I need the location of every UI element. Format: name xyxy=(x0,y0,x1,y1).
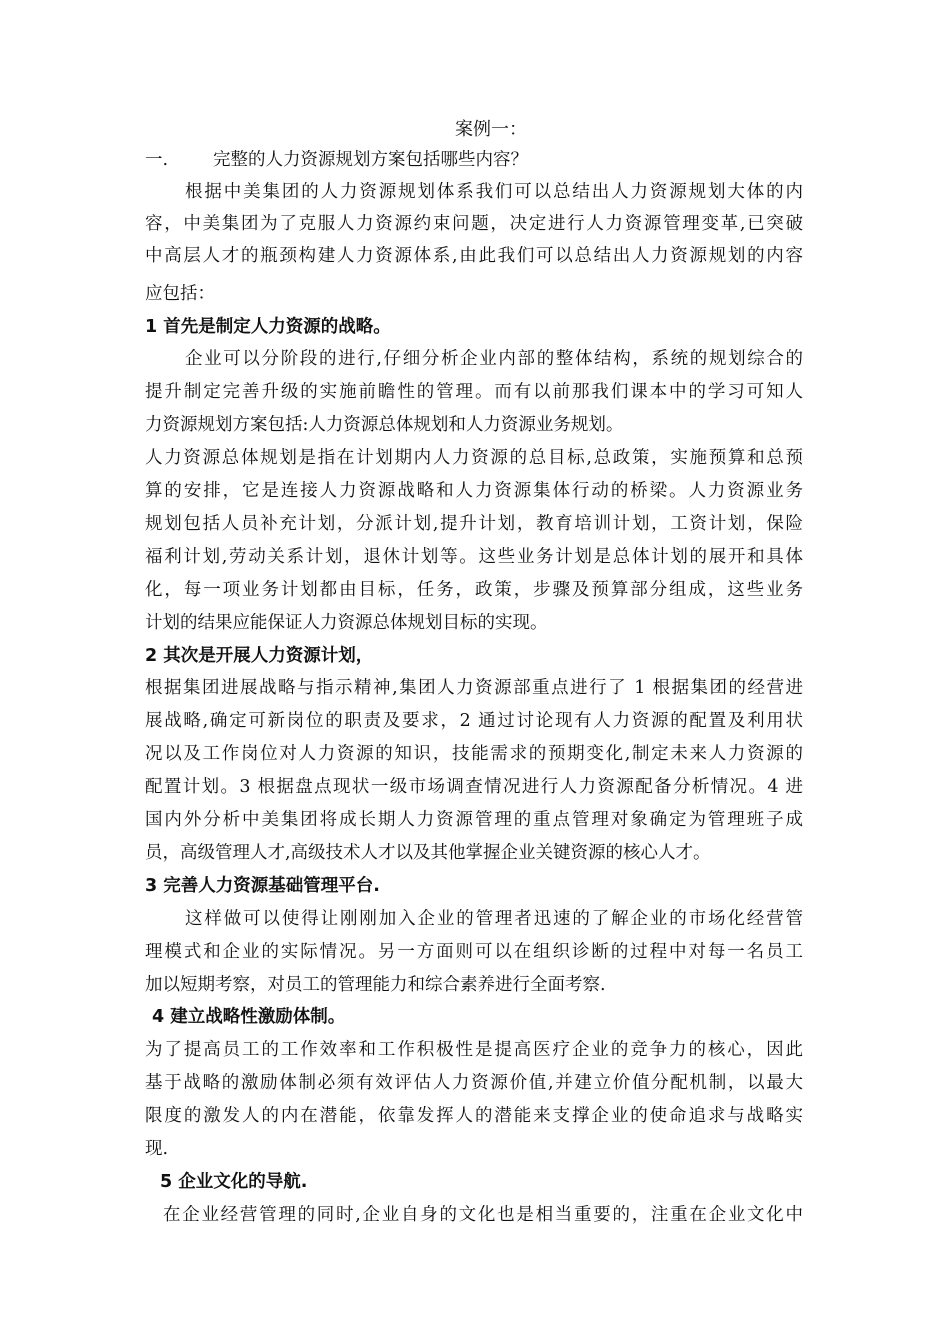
paragraph-line: 况以及工作岗位对人力资源的知识，技能需求的预期变化,制定未来人力资源的 xyxy=(145,744,803,764)
paragraph-line: 中高层人才的瓶颈构建人力资源体系,由此我们可以总结出人力资源规划的内容 xyxy=(145,246,803,266)
paragraph-line: 企业可以分阶段的进行,仔细分析企业内部的整体结构，系统的规划综合的 xyxy=(185,349,803,369)
paragraph-line: 展战略,确定可新岗位的职责及要求，2 通过讨论现有人力资源的配置及利用状 xyxy=(145,711,803,731)
paragraph-line: 国内外分析中美集团将成长期人力资源管理的重点管理对象确定为管理班子成 xyxy=(145,810,803,830)
section-heading: 1 首先是制定人力资源的战略。 xyxy=(145,317,391,337)
question-number: 一. xyxy=(145,150,169,170)
section-heading: 4 建立战略性激励体制。 xyxy=(152,1007,346,1027)
page-title: 案例一： xyxy=(455,119,527,140)
paragraph-line: 配置计划。3 根据盘点现状一级市场调查情况进行人力资源配备分析情况。4 进 xyxy=(145,777,803,797)
paragraph-line: 力资源规划方案包括:人力资源总体规划和人力资源业务规划。 xyxy=(145,415,624,435)
paragraph-line: 这样做可以使得让刚刚加入企业的管理者迅速的了解企业的市场化经营管 xyxy=(185,909,803,929)
paragraph-line: 员，高级管理人才,高级技术人才以及其他掌握企业关键资源的核心人才。 xyxy=(145,843,711,863)
paragraph-line: 在企业经营管理的同时,企业自身的文化也是相当重要的，注重在企业文化中 xyxy=(163,1205,803,1225)
paragraph-line: 根据中美集团的人力资源规划体系我们可以总结出人力资源规划大体的内 xyxy=(185,182,803,202)
paragraph-line: 加以短期考察，对员工的管理能力和综合素养进行全面考察. xyxy=(145,975,606,995)
paragraph-line: 提升制定完善升级的实施前瞻性的管理。而有以前那我们课本中的学习可知人 xyxy=(145,382,803,402)
paragraph-line: 计划的结果应能保证人力资源总体规划目标的实现。 xyxy=(145,613,548,633)
paragraph-line: 应包括： xyxy=(145,284,215,304)
paragraph-line: 为了提高员工的工作效率和工作积极性是提高医疗企业的竞争力的核心，因此 xyxy=(145,1040,803,1060)
paragraph-line: 现. xyxy=(145,1139,169,1159)
paragraph-line: 规划包括人员补充计划，分派计划,提升计划，教育培训计划，工资计划，保险 xyxy=(145,514,803,534)
paragraph-line: 算的安排，它是连接人力资源战略和人力资源集体行动的桥梁。人力资源业务 xyxy=(145,481,803,501)
paragraph-line: 限度的激发人的内在潜能，依靠发挥人的潜能来支撑企业的使命追求与战略实 xyxy=(145,1106,803,1126)
section-heading: 3 完善人力资源基础管理平台. xyxy=(145,876,380,896)
paragraph-line: 容，中美集团为了克服人力资源约束问题，决定进行人力资源管理变革,已突破 xyxy=(145,214,803,234)
paragraph-line: 根据集团进展战略与指示精神,集团人力资源部重点进行了 1 根据集团的经营进 xyxy=(145,678,803,698)
section-heading: 5 企业文化的导航. xyxy=(160,1172,308,1192)
paragraph-line: 福利计划,劳动关系计划，退休计划等。这些业务计划是总体计划的展开和具体 xyxy=(145,547,803,567)
paragraph-line: 理模式和企业的实际情况。另一方面则可以在组织诊断的过程中对每一名员工 xyxy=(145,942,803,962)
paragraph-line: 人力资源总体规划是指在计划期内人力资源的总目标,总政策，实施预算和总预 xyxy=(145,448,803,468)
paragraph-line: 基于战略的激励体制必须有效评估人力资源价值,并建立价值分配机制，以最大 xyxy=(145,1073,803,1093)
question-heading: 完整的人力资源规划方案包括哪些内容？ xyxy=(213,150,528,170)
paragraph-line: 化，每一项业务计划都由目标，任务，政策，步骤及预算部分组成，这些业务 xyxy=(145,580,803,600)
section-heading: 2 其次是开展人力资源计划， xyxy=(145,646,374,666)
